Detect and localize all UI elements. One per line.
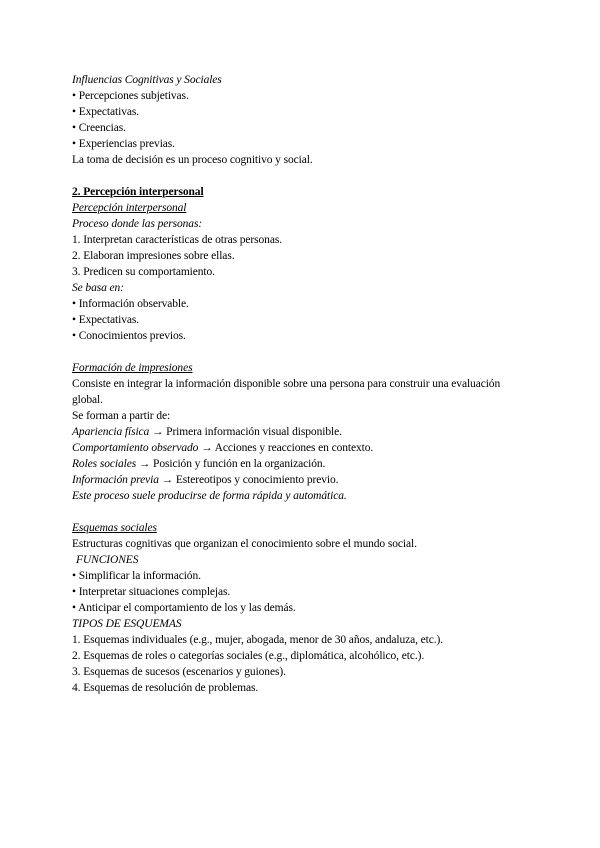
list-item: 4. Esquemas de resolución de problemas. xyxy=(72,682,259,694)
list-item: 1. Interpretan características de otras personas. xyxy=(72,234,282,246)
list-item: 3. Predicen su comportamiento. xyxy=(72,266,215,278)
list-item: • Conocimientos previos. xyxy=(72,330,186,342)
source-desc: → Primera información visual disponible. xyxy=(149,426,342,438)
spacer xyxy=(72,344,532,360)
source-desc: → Estereotipos y conocimiento previo. xyxy=(158,474,339,486)
list-item: 1. Esquemas individuales (e.g., mujer, abogada, menor de 30 años, andaluza, etc.). xyxy=(72,634,444,646)
functions-label: FUNCIONES xyxy=(76,554,139,566)
list-item: • Percepciones subjetivas. xyxy=(72,90,189,102)
source-term: Roles sociales xyxy=(72,458,137,470)
list-item: • Experiencias previas. xyxy=(72,138,175,150)
source-term: Comportamiento observado xyxy=(72,442,199,454)
list-item: 2. Elaboran impresiones sobre ellas. xyxy=(72,250,235,262)
section-subtitle: Percepción interpersonal xyxy=(72,202,187,214)
list-item: • Expectativas. xyxy=(72,106,140,118)
list-item: • Información observable. xyxy=(72,298,189,310)
source-item xyxy=(72,456,532,472)
schemas-description: Estructuras cognitivas que organizan el conocimiento sobre el mundo social. xyxy=(72,538,417,550)
source-term: Información previa xyxy=(72,474,159,486)
list-item: • Expectativas. xyxy=(72,314,140,326)
process-label: Proceso donde las personas: xyxy=(72,218,203,230)
document-page xyxy=(72,72,532,696)
schemas-title: Esquemas sociales xyxy=(72,522,157,534)
spacer xyxy=(72,168,532,184)
types-label: TIPOS DE ESQUEMAS xyxy=(72,618,182,630)
basis-label: Se basa en: xyxy=(72,282,124,294)
list-item: 2. Esquemas de roles o categorías sociales (e.g., diplomática, alcohólico, etc.). xyxy=(72,650,425,662)
impressions-description: Consiste en integrar la información disponible sobre una persona para construir una evaluación global. xyxy=(72,378,501,406)
impressions-title: Formación de impresiones xyxy=(72,362,193,374)
intro-conclusion: La toma de decisión es un proceso cognitivo y social. xyxy=(72,154,313,166)
source-item xyxy=(72,440,532,456)
list-item: • Anticipar el comportamiento de los y las demás. xyxy=(72,602,296,614)
source-term: Apariencia física xyxy=(72,426,150,438)
list-item: 3. Esquemas de sucesos (escenarios y guiones). xyxy=(72,666,286,678)
source-item xyxy=(72,472,532,488)
impressions-note: Este proceso suele producirse de forma rápida y automática. xyxy=(72,490,347,502)
source-desc: → Acciones y reacciones en contexto. xyxy=(198,442,374,454)
list-item: • Simplificar la información. xyxy=(72,570,201,582)
section-title: 2. Percepción interpersonal xyxy=(72,186,204,198)
source-desc: → Posición y función en la organización. xyxy=(136,458,326,470)
intro-heading: Influencias Cognitivas y Sociales xyxy=(72,74,222,86)
source-item xyxy=(72,424,532,440)
sources-label: Se forman a partir de: xyxy=(72,410,171,422)
list-item: • Creencias. xyxy=(72,122,126,134)
list-item: • Interpretar situaciones complejas. xyxy=(72,586,231,598)
spacer xyxy=(72,504,532,520)
